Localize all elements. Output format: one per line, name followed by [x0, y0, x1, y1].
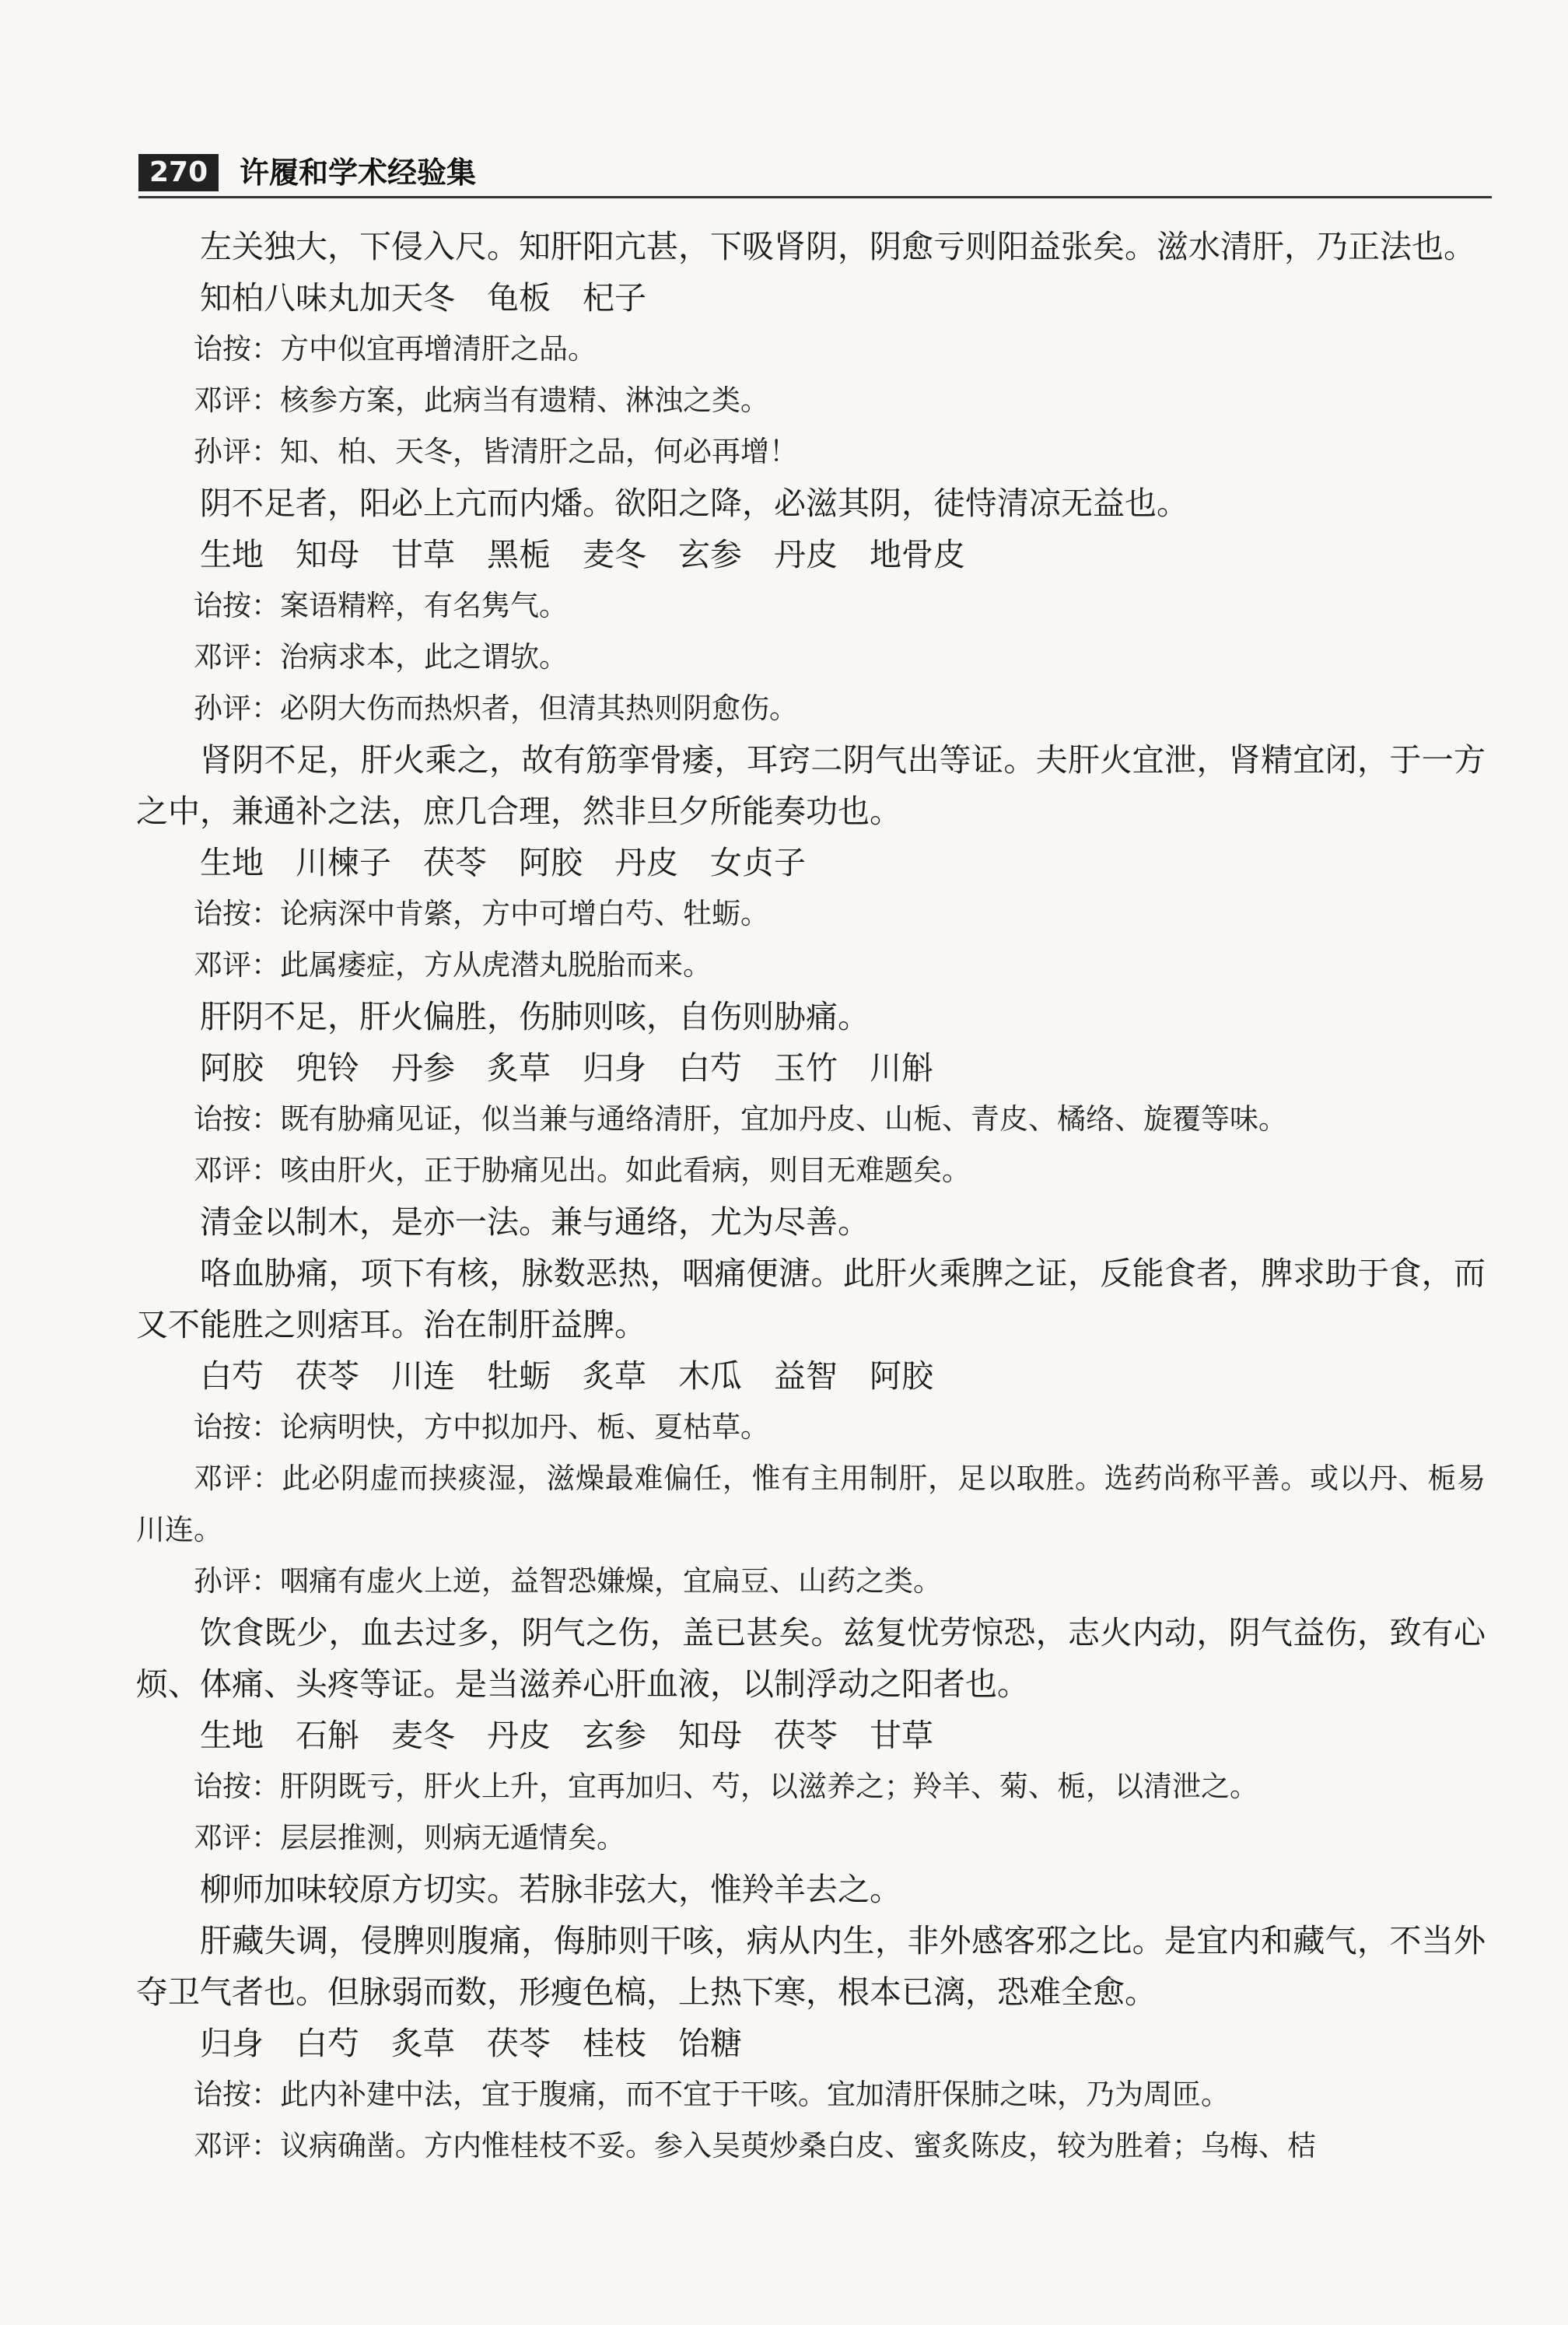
commentary-note: 邓评：此属痿症，方从虎潜丸脱胎而来。: [194, 948, 712, 982]
prescription-line: 阿胶 兜铃 丹参 炙草 归身 白芍 玉竹 川斛: [200, 1049, 933, 1087]
prescription-line: 知柏八味丸加天冬 龟板 杞子: [200, 279, 646, 317]
commentary-note: 孙评：咽痛有虚火上逆，益智恐嫌燥，宜扁豆、山药之类。: [194, 1564, 942, 1598]
book-title: 许履和学术经验集: [240, 156, 477, 190]
case-paragraph: 清金以制木，是亦一法。兼与通络，尤为尽善。: [200, 1203, 870, 1241]
case-paragraph: 左关独大，下侵入尺。知肝阳亢甚，下吸肾阴，阴愈亏则阳益张矣。滋水清肝，乃正法也。: [200, 228, 1475, 265]
commentary-note: 诒按：肝阴既亏，肝火上升，宜再加归、芍，以滋养之；羚羊、菊、栀，以清泄之。: [194, 1770, 1258, 1803]
case-paragraph: 饮食既少，血去过多，阴气之伤，盖已甚矣。兹复忧劳惊恐，志火内动，阴气益伤，致有心烦、体痛、头疼等证。是当滋养心肝血液，以制浮动之阳者也。: [136, 1614, 1486, 1703]
commentary-note: 邓评：咳由肝火，正于胁痛见出。如此看病，则目无难题矣。: [194, 1154, 971, 1187]
commentary-note: 邓评：核参方案，此病当有遗精、淋浊之类。: [194, 383, 769, 417]
commentary-note: 邓评：议病确凿。方内惟桂枝不妥。参入吴萸炒桑白皮、蜜炙陈皮，较为胜着；乌梅、桔: [194, 2129, 1316, 2162]
case-paragraph: 咯血胁痛，项下有核，脉数恶热，咽痛便溏。此肝火乘脾之证，反能食者，脾求助于食，而又不能胜之则痞耳。治在制肝益脾。: [136, 1255, 1486, 1343]
commentary-note: 诒按：案语精粹，有名隽气。: [194, 589, 568, 622]
commentary-note: 邓评：层层推测，则病无遁情矣。: [194, 1821, 625, 1854]
prescription-line: 白芍 茯苓 川连 牡蛎 炙草 木瓜 益智 阿胶: [200, 1357, 933, 1395]
commentary-note: 诒按：论病深中肯綮，方中可增白芍、牡蛎。: [194, 897, 769, 930]
case-paragraph: 柳师加味较原方切实。若脉非弦大，惟羚羊去之。: [200, 1871, 901, 1908]
commentary-note: 邓评：此必阴虚而挟痰湿，滋燥最难偏任，惟有主用制肝，足以取胜。选药尚称平善。或以丹、栀易川连。: [136, 1462, 1486, 1546]
page-body: [136, 221, 1486, 2172]
commentary-note: 孙评：必阴大伤而热炽者，但清其热则阴愈伤。: [194, 692, 798, 725]
commentary-note: 诒按：方中似宜再增清肝之品。: [194, 332, 597, 366]
case-paragraph: 阴不足者，阳必上亢而内燔。欲阳之降，必滋其阴，徒恃清凉无益也。: [200, 485, 1188, 522]
case-paragraph: 肾阴不足，肝火乘之，故有筋挛骨痿，耳窍二阴气出等证。夫肝火宜泄，肾精宜闭，于一方之中，兼通补之法，庶几合理，然非旦夕所能奏功也。: [136, 741, 1486, 830]
prescription-line: 归身 白芍 炙草 茯苓 桂枝 饴糖: [200, 2025, 742, 2062]
prescription-line: 生地 知母 甘草 黑栀 麦冬 玄参 丹皮 地骨皮: [200, 536, 965, 573]
header-rule: [138, 196, 1492, 198]
case-paragraph: 肝藏失调，侵脾则腹痛，侮肺则干咳，病从内生，非外感客邪之比。是宜内和藏气，不当外夺卫气者也。但脉弱而数，形瘦色槁，上热下寒，根本已漓，恐难全愈。: [136, 1922, 1486, 2011]
commentary-note: 孙评：知、柏、天冬，皆清肝之品，何必再增！: [194, 435, 798, 468]
commentary-note: 诒按：论病明快，方中拟加丹、栀、夏枯草。: [194, 1410, 769, 1444]
page-number: 270: [138, 154, 219, 191]
prescription-line: 生地 川楝子 茯苓 阿胶 丹皮 女贞子: [200, 844, 806, 881]
case-paragraph: 肝阴不足，肝火偏胜，伤肺则咳，自伤则胁痛。: [200, 998, 870, 1035]
commentary-note: 邓评：治病求本，此之谓欤。: [194, 640, 568, 674]
page-header: [138, 148, 1492, 199]
prescription-line: 生地 石斛 麦冬 丹皮 玄参 知母 茯苓 甘草: [200, 1717, 933, 1754]
commentary-note: 诒按：此内补建中法，宜于腹痛，而不宜于干咳。宜加清肝保肺之味，乃为周匝。: [194, 2078, 1230, 2111]
commentary-note: 诒按：既有胁痛见证，似当兼与通络清肝，宜加丹皮、山栀、青皮、橘络、旋覆等味。: [194, 1102, 1287, 1136]
